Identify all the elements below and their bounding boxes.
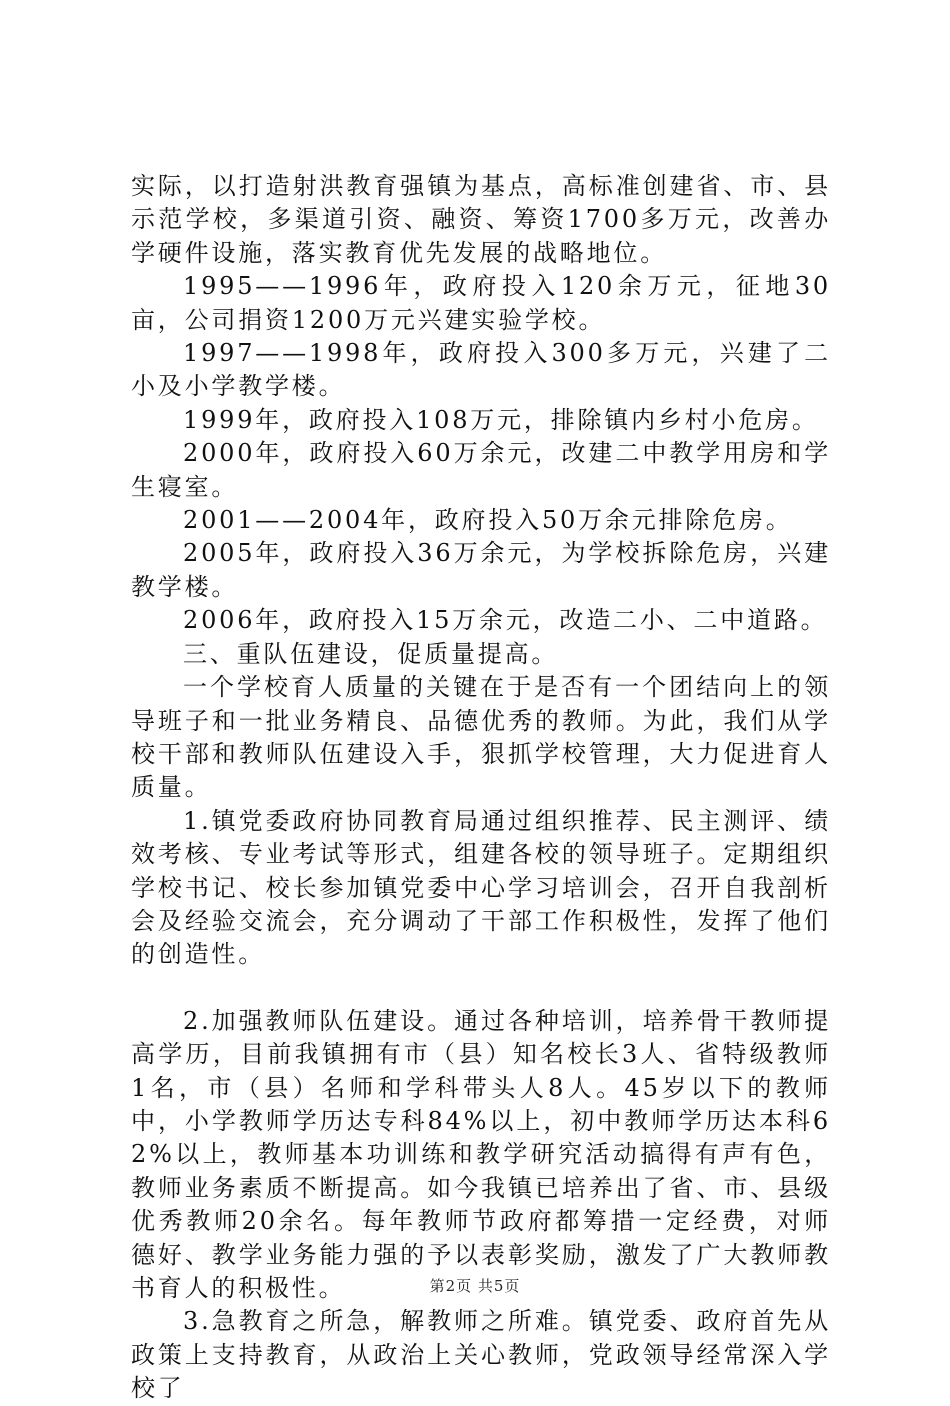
paragraph-item-2: 2.加强教师队伍建设。通过各种培训，培养骨干教师提高学历，目前我镇拥有市（县）知名校长3人、省特级教师1名，市（县）名师和学科带头人8人。45岁以下的教师中，小学教师学历达专科84%以上，初中教师学历达本科62%以上，教师基本功训练和教学研究活动搞得有声有色，教师业务素质不断提高。如今我镇已培养出了省、市、县级优秀教师20余名。每年教师节政府都筹措一定经费，对师德好、教学业务能力强的予以表彰奖励，激发了广大教师教书育人的积极性。 xyxy=(131,1006,831,1302)
paragraph-1997: 1997——1998年，政府投入300多万元，兴建了二小及小学教学楼。 xyxy=(131,339,831,401)
paragraph-intro: 实际，以打造射洪教育强镇为基点，高标准创建省、市、县示范学校，多渠道引资、融资、筹资1700多万元，改善办学硬件设施，落实教育优先发展的战略地位。 xyxy=(131,172,831,267)
paragraph-1999: 1999年，政府投入108万元，排除镇内乡村小危房。 xyxy=(183,405,819,434)
page-footer xyxy=(0,1275,950,1296)
section-heading: 三、重队伍建设，促质量提高。 xyxy=(183,639,559,668)
paragraph-1995: 1995——1996年，政府投入120余万元，征地30亩，公司捐资1200万元兴建实验学校。 xyxy=(131,272,831,334)
paragraph-item-3: 3.急教育之所急，解教师之所难。镇党委、政府首先从政策上支持教育，从政治上关心教师，党政领导经常深入学校了 xyxy=(131,1307,831,1403)
paragraph-item-1: 1.镇党委政府协同教育局通过组织推荐、民主测评、绩效考核、专业考试等形式，组建各校的领导班子。定期组织学校书记、校长参加镇党委中心学习培训会，召开自我剖析会及经验交流会，充分调动了干部工作积极性，发挥了他们的创造性。 xyxy=(131,806,831,969)
paragraph-2005: 2005年，政府投入36万余元，为学校拆除危房，兴建教学楼。 xyxy=(131,539,831,601)
paragraph-2000: 2000年，政府投入60万余元，改建二中教学用房和学生寝室。 xyxy=(131,439,831,501)
page-number-label: 第2页 共5页 xyxy=(429,1277,521,1295)
paragraph-quality: 一个学校育人质量的关键在于是否有一个团结向上的领导班子和一批业务精良、品德优秀的教师。为此，我们从学校干部和教师队伍建设入手，狠抓学校管理，大力促进育人质量。 xyxy=(131,673,831,802)
document-body xyxy=(131,170,831,1406)
paragraph-2001: 2001——2004年，政府投入50万余元排除危房。 xyxy=(183,506,793,535)
paragraph-2006: 2006年，政府投入15万余元，改造二小、二中道路。 xyxy=(183,606,828,635)
